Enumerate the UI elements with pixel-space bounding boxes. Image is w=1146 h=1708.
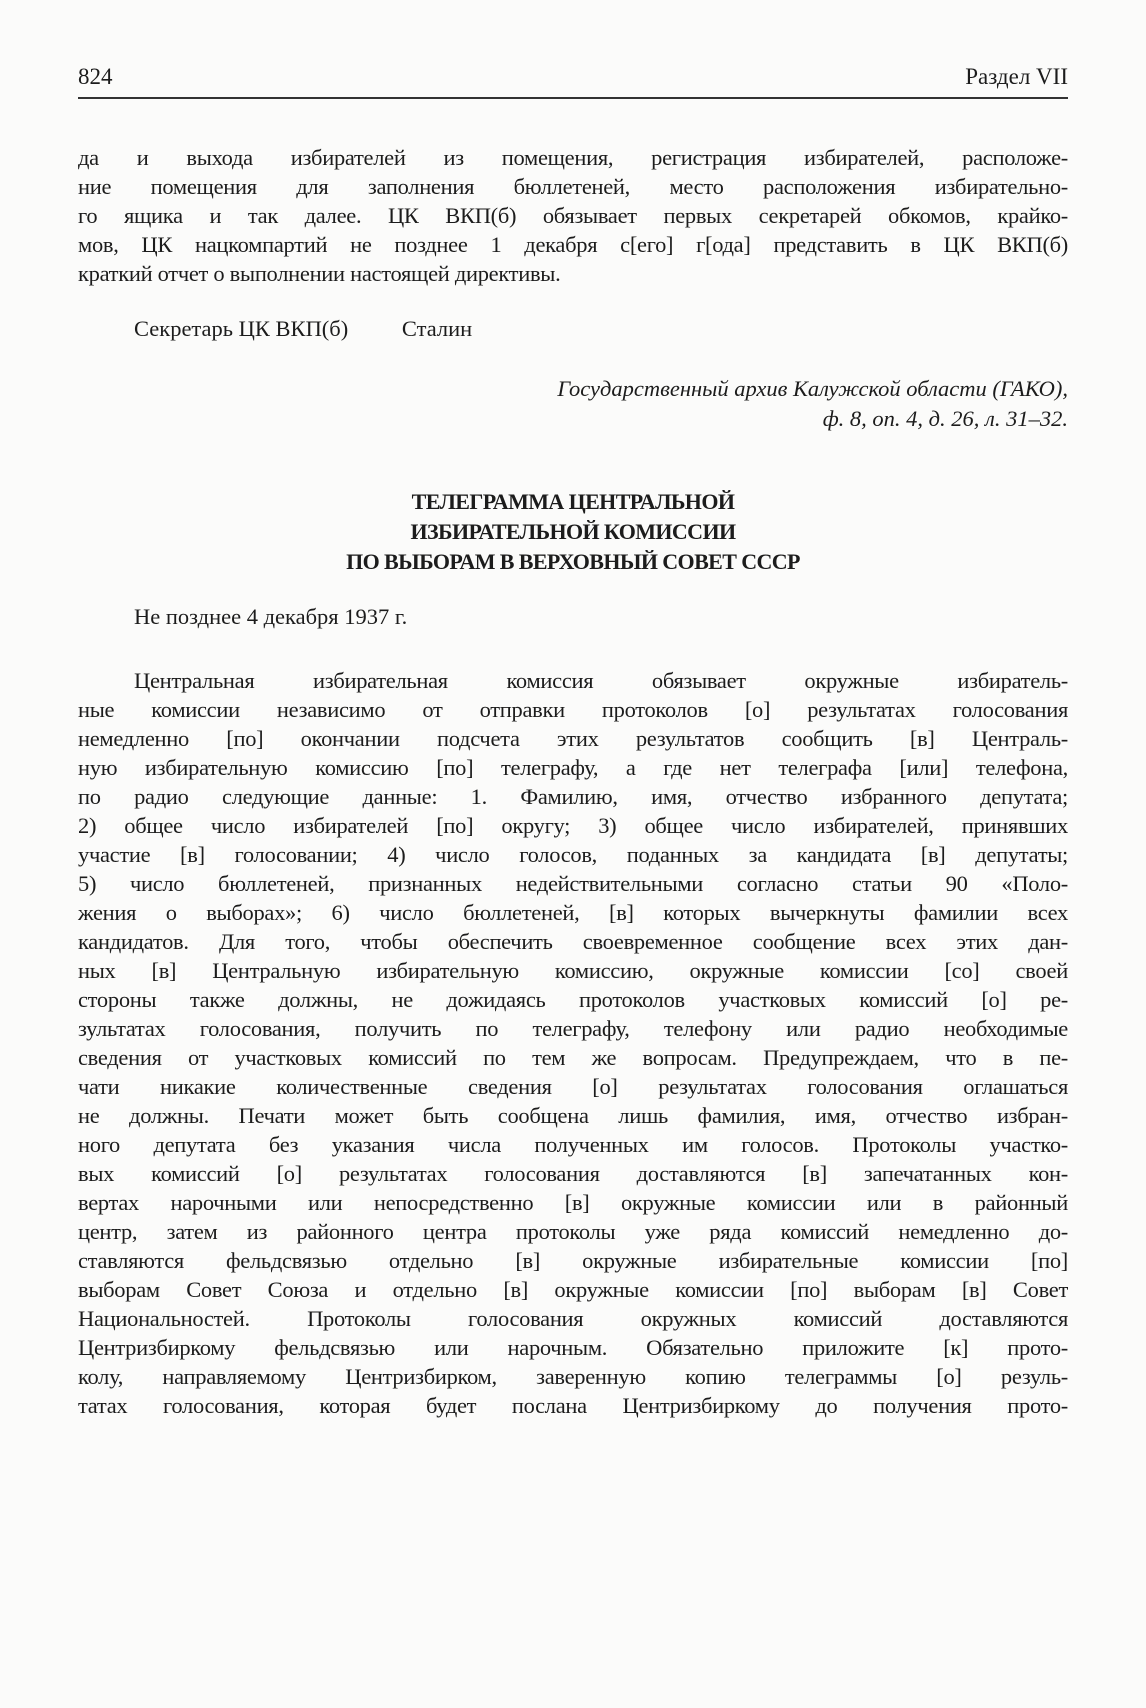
text-line: по радио следующие данные: 1. Фамилию, имя, отчество избранного депутата; bbox=[78, 784, 1068, 809]
text-line: вых комиссий [о] результатах голосования доставляются [в] запечатанных кон- bbox=[78, 1161, 1068, 1186]
text-line: жения о выборах»; 6) число бюллетеней, [в] которых вычеркнуты фамилии всех bbox=[78, 900, 1068, 925]
text-line: татах голосования, которая будет послана Центризбиркому до получения прото- bbox=[78, 1393, 1068, 1418]
text-line: ные комиссии независимо от отправки протоколов [о] результатах голосования bbox=[78, 697, 1068, 722]
title-line: ТЕЛЕГРАММА ЦЕНТРАЛЬНОЙ bbox=[411, 489, 735, 514]
document-title bbox=[0, 487, 1146, 577]
text-line: ного депутата без указания числа полученных им голосов. Протоколы участко- bbox=[78, 1132, 1068, 1157]
text-line: ную избирательную комиссию [по] телеграфу, а где нет телеграфа [или] телефона, bbox=[78, 755, 1068, 780]
text-line: сведения от участковых комиссий по тем же вопросам. Предупреждаем, что в пе- bbox=[78, 1045, 1068, 1070]
signature-position: Секретарь ЦК ВКП(б) bbox=[134, 316, 349, 341]
text-line: чати никакие количественные сведения [о] результатах голосования оглашаться bbox=[78, 1074, 1068, 1099]
text-line: мов, ЦК нацкомпартий не позднее 1 декабря с[его] г[ода] представить в ЦК ВКП(б) bbox=[78, 232, 1068, 257]
header-rule bbox=[78, 97, 1068, 99]
text-line: колу, направляемому Центризбирком, заверенную копию телеграммы [о] резуль- bbox=[78, 1364, 1068, 1389]
text-line: 2) общее число избирателей [по] округу; 3) общее число избирателей, принявших bbox=[78, 813, 1068, 838]
archive-reference bbox=[557, 374, 1068, 434]
page-number: 824 bbox=[78, 64, 113, 89]
document-date: Не позднее 4 декабря 1937 г. bbox=[134, 604, 408, 629]
text-line: кандидатов. Для того, чтобы обеспечить своевременное сообщение всех этих дан- bbox=[78, 929, 1068, 954]
text-line: немедленно [по] окончании подсчета этих результатов сообщить [в] Централь- bbox=[78, 726, 1068, 751]
text-line: стороны также должны, не дожидаясь протоколов участковых комиссий [о] ре- bbox=[78, 987, 1068, 1012]
text-line: участие [в] голосовании; 4) число голосов, поданных за кандидата [в] депутаты; bbox=[78, 842, 1068, 867]
text-line: зультатах голосования, получить по телеграфу, телефону или радио необходимые bbox=[78, 1016, 1068, 1041]
text-line: 5) число бюллетеней, признанных недействительными согласно статьи 90 «Поло- bbox=[78, 871, 1068, 896]
text-line: вертах нарочными или непосредственно [в] окружные комиссии или в районный bbox=[78, 1190, 1068, 1215]
signature bbox=[134, 316, 520, 342]
text-line: краткий отчет о выполнении настоящей директивы. bbox=[78, 261, 561, 286]
paragraph-telegram-body bbox=[78, 666, 1068, 1420]
title-line: ПО ВЫБОРАМ В ВЕРХОВНЫЙ СОВЕТ СССР bbox=[346, 549, 800, 574]
signature-name: Сталин bbox=[401, 316, 473, 341]
text-line: го ящика и так далее. ЦК ВКП(б) обязывает первых секретарей обкомов, крайко- bbox=[78, 203, 1068, 228]
text-line: ных [в] Центральную избирательную комиссию, окружные комиссии [со] своей bbox=[78, 958, 1068, 983]
archive-name: Государственный архив Калужской области (ГАКО), bbox=[557, 376, 1068, 401]
text-line: да и выхода избирателей из помещения, регистрация избирателей, расположе- bbox=[78, 145, 1068, 170]
text-line: ставляются фельдсвязью отдельно [в] окружные избирательные комиссии [по] bbox=[78, 1248, 1068, 1273]
text-line: выборам Совет Союза и отдельно [в] окружные комиссии [по] выборам [в] Совет bbox=[78, 1277, 1068, 1302]
text-line: центр, затем из районного центра протоколы уже ряда комиссий немедленно до- bbox=[78, 1219, 1068, 1244]
title-line: ИЗБИРАТЕЛЬНОЙ КОМИССИИ bbox=[410, 519, 736, 544]
running-header-section: Раздел VII bbox=[965, 64, 1068, 89]
text-line: Национальностей. Протоколы голосования окружных комиссий доставляются bbox=[78, 1306, 1068, 1331]
text-line: ние помещения для заполнения бюллетеней, место расположения избирательно- bbox=[78, 174, 1068, 199]
text-line: Центральная избирательная комиссия обязывает окружные избиратель- bbox=[134, 668, 1068, 693]
paragraph-directive-end bbox=[78, 143, 1068, 288]
text-line: Центризбиркому фельдсвязью или нарочным. Обязательно приложите [к] прото- bbox=[78, 1335, 1068, 1360]
text-line: не должны. Печати может быть сообщена лишь фамилия, имя, отчество избран- bbox=[78, 1103, 1068, 1128]
archive-file: ф. 8, оп. 4, д. 26, л. 31–32. bbox=[822, 406, 1068, 431]
